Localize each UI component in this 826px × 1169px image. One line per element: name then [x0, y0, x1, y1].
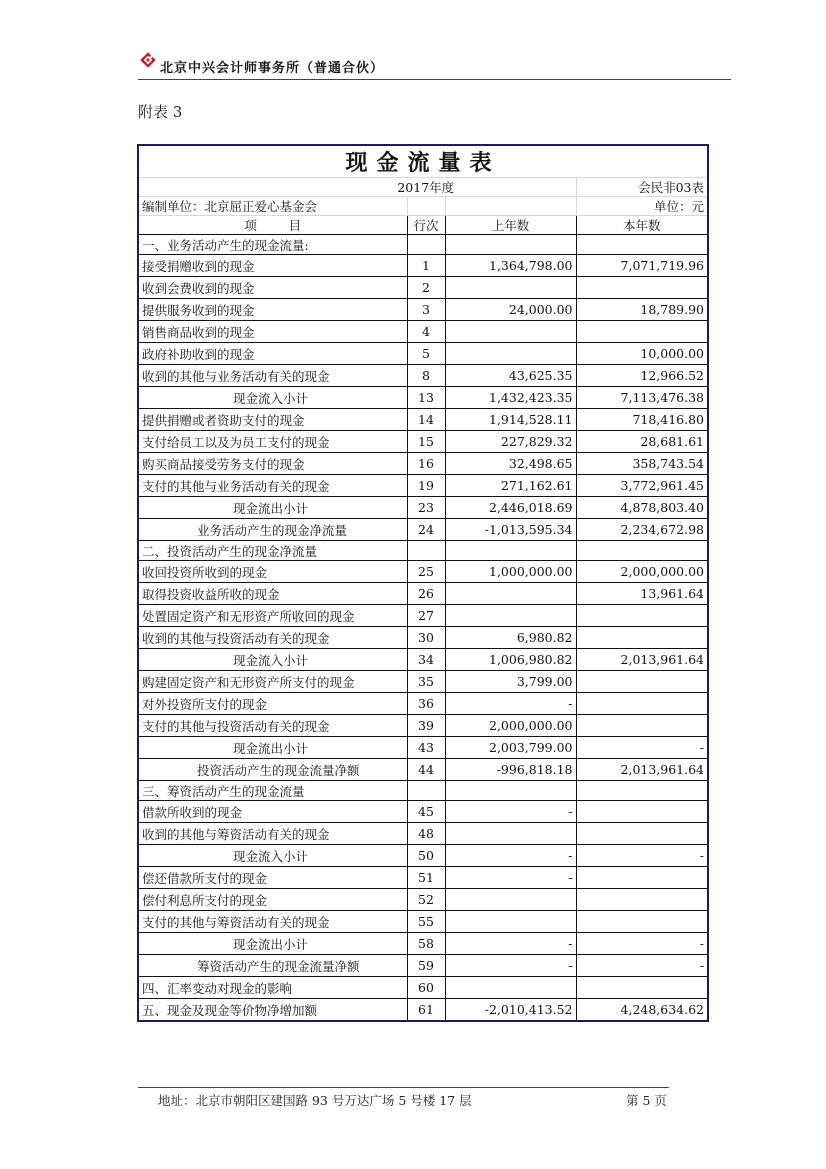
row-item-label: 销售商品收到的现金 [139, 321, 407, 343]
row-current-year-value: 4,878,803.40 [576, 497, 707, 519]
net-flow-row [139, 955, 707, 977]
row-current-year-value [576, 781, 707, 801]
row-item-label: 收到的其他与筹资活动有关的现金 [139, 823, 407, 845]
table-row [139, 409, 707, 431]
row-current-year-value [576, 823, 707, 845]
row-prior-year-value [445, 583, 576, 605]
row-line-number: 61 [407, 999, 445, 1022]
table-row [139, 583, 707, 605]
row-item-label: 现金流入小计 [139, 649, 407, 671]
row-item-label: 提供捐赠或者资助支付的现金 [139, 409, 407, 431]
firm-name: 北京中兴会计师事务所（普通合伙） [160, 61, 385, 76]
row-item-label: 现金流出小计 [139, 737, 407, 759]
column-header-current-year: 本年数 [576, 216, 707, 235]
row-prior-year-value: -1,013,595.34 [445, 519, 576, 541]
row-item-label: 接受捐赠收到的现金 [139, 255, 407, 277]
row-current-year-value: 18,789.90 [576, 299, 707, 321]
row-current-year-value [576, 693, 707, 715]
footer-rule [138, 1087, 669, 1088]
subtotal-row [139, 649, 707, 671]
blank-cell [445, 197, 576, 216]
row-line-number: 59 [407, 955, 445, 977]
row-line-number: 5 [407, 343, 445, 365]
row-item-label: 现金流入小计 [139, 387, 407, 409]
row-item-label: 一、业务活动产生的现金流量: [139, 235, 407, 255]
row-line-number: 36 [407, 693, 445, 715]
row-item-label: 现金流出小计 [139, 497, 407, 519]
row-prior-year-value: -2,010,413.52 [445, 999, 576, 1022]
row-line-number: 14 [407, 409, 445, 431]
row-prior-year-value: 1,364,798.00 [445, 255, 576, 277]
row-prior-year-value: - [445, 933, 576, 955]
page-number: 第 5 页 [626, 1093, 667, 1108]
row-current-year-value: 13,961.64 [576, 583, 707, 605]
table-row [139, 561, 707, 583]
row-line-number: 35 [407, 671, 445, 693]
row-item-label: 二、投资活动产生的现金净流量 [139, 541, 407, 561]
row-prior-year-value: 2,446,018.69 [445, 497, 576, 519]
row-line-number: 60 [407, 977, 445, 999]
table-row [139, 911, 707, 933]
row-current-year-value: - [576, 737, 707, 759]
row-current-year-value [576, 867, 707, 889]
row-current-year-value [576, 541, 707, 561]
table-row [139, 671, 707, 693]
page-header [138, 50, 731, 80]
table-row [139, 365, 707, 387]
table-row [139, 475, 707, 497]
row-prior-year-value: 227,829.32 [445, 431, 576, 453]
row-prior-year-value: 1,432,423.35 [445, 387, 576, 409]
row-line-number: 44 [407, 759, 445, 781]
row-line-number: 39 [407, 715, 445, 737]
row-item-label: 投资活动产生的现金流量净额 [139, 759, 407, 781]
row-current-year-value: 2,013,961.64 [576, 759, 707, 781]
net-flow-row [139, 759, 707, 781]
row-item-label: 取得投资收益所收的现金 [139, 583, 407, 605]
form-code: 会民非03表 [576, 178, 707, 197]
row-current-year-value: 2,000,000.00 [576, 561, 707, 583]
row-line-number: 25 [407, 561, 445, 583]
row-line-number: 48 [407, 823, 445, 845]
row-item-label: 偿付利息所支付的现金 [139, 889, 407, 911]
row-prior-year-value: - [445, 801, 576, 823]
row-item-label: 处置固定资产和无形资产所收回的现金 [139, 605, 407, 627]
row-current-year-value: - [576, 933, 707, 955]
row-prior-year-value [445, 781, 576, 801]
row-item-label: 收到的其他与业务活动有关的现金 [139, 365, 407, 387]
row-line-number: 26 [407, 583, 445, 605]
row-item-label: 筹资活动产生的现金流量净额 [139, 955, 407, 977]
row-prior-year-value [445, 977, 576, 999]
row-prior-year-value: 43,625.35 [445, 365, 576, 387]
row-line-number: 15 [407, 431, 445, 453]
row-line-number: 34 [407, 649, 445, 671]
subtotal-row [139, 387, 707, 409]
table-row [139, 321, 707, 343]
row-prior-year-value: - [445, 693, 576, 715]
row-line-number: 3 [407, 299, 445, 321]
header-rule [138, 79, 731, 80]
table-row [139, 431, 707, 453]
section-header-row [139, 781, 707, 801]
row-current-year-value [576, 235, 707, 255]
table-row [139, 693, 707, 715]
row-prior-year-value: 32,498.65 [445, 453, 576, 475]
column-header-line-no: 行次 [407, 216, 445, 235]
row-line-number: 23 [407, 497, 445, 519]
row-prior-year-value: 1,914,528.11 [445, 409, 576, 431]
row-line-number: 52 [407, 889, 445, 911]
row-item-label: 收回投资所收到的现金 [139, 561, 407, 583]
row-line-number [407, 781, 445, 801]
row-current-year-value: 718,416.80 [576, 409, 707, 431]
row-current-year-value [576, 627, 707, 649]
row-current-year-value: 7,113,476.38 [576, 387, 707, 409]
section-header-row [139, 541, 707, 561]
row-line-number [407, 235, 445, 255]
table-row [139, 255, 707, 277]
row-current-year-value [576, 889, 707, 911]
column-header-item: 项 目 [139, 216, 407, 235]
row-item-label: 五、现金及现金等价物净增加额 [139, 999, 407, 1022]
row-current-year-value: 7,071,719.96 [576, 255, 707, 277]
subtotal-row [139, 497, 707, 519]
row-current-year-value [576, 605, 707, 627]
row-line-number: 43 [407, 737, 445, 759]
row-line-number: 1 [407, 255, 445, 277]
row-current-year-value: 10,000.00 [576, 343, 707, 365]
net-flow-row [139, 519, 707, 541]
row-current-year-value [576, 911, 707, 933]
row-item-label: 收到的其他与投资活动有关的现金 [139, 627, 407, 649]
table-row [139, 299, 707, 321]
table-row [139, 867, 707, 889]
table-row [139, 889, 707, 911]
row-current-year-value: 2,013,961.64 [576, 649, 707, 671]
row-prior-year-value [445, 235, 576, 255]
row-line-number: 58 [407, 933, 445, 955]
row-item-label: 支付的其他与筹资活动有关的现金 [139, 911, 407, 933]
row-line-number: 16 [407, 453, 445, 475]
table-row [139, 999, 707, 1022]
row-line-number [407, 541, 445, 561]
row-prior-year-value [445, 541, 576, 561]
row-item-label: 购建固定资产和无形资产所支付的现金 [139, 671, 407, 693]
subtotal-row [139, 737, 707, 759]
row-line-number: 50 [407, 845, 445, 867]
row-prior-year-value [445, 911, 576, 933]
row-prior-year-value [445, 343, 576, 365]
row-prior-year-value [445, 889, 576, 911]
row-item-label: 收到会费收到的现金 [139, 277, 407, 299]
row-prior-year-value: 6,980.82 [445, 627, 576, 649]
cash-flow-table [139, 146, 707, 1022]
row-current-year-value [576, 321, 707, 343]
row-line-number: 4 [407, 321, 445, 343]
row-prior-year-value [445, 823, 576, 845]
row-prior-year-value [445, 277, 576, 299]
row-line-number: 19 [407, 475, 445, 497]
row-line-number: 30 [407, 627, 445, 649]
row-line-number: 51 [407, 867, 445, 889]
row-line-number: 55 [407, 911, 445, 933]
row-current-year-value: 12,966.52 [576, 365, 707, 387]
row-item-label: 现金流出小计 [139, 933, 407, 955]
section-header-row [139, 235, 707, 255]
row-line-number: 13 [407, 387, 445, 409]
table-row [139, 977, 707, 999]
row-item-label: 购买商品接受劳务支付的现金 [139, 453, 407, 475]
row-current-year-value: 2,234,672.98 [576, 519, 707, 541]
cash-flow-statement [137, 144, 709, 1022]
report-title: 现金流量表 [139, 146, 707, 178]
row-current-year-value: 28,681.61 [576, 431, 707, 453]
row-prior-year-value: 2,003,799.00 [445, 737, 576, 759]
row-prior-year-value: - [445, 867, 576, 889]
row-line-number: 45 [407, 801, 445, 823]
row-item-label: 提供服务收到的现金 [139, 299, 407, 321]
row-current-year-value [576, 801, 707, 823]
prepared-by: 编制单位：北京屈正爱心基金会 [139, 197, 407, 216]
row-item-label: 偿还借款所支付的现金 [139, 867, 407, 889]
row-line-number: 24 [407, 519, 445, 541]
row-current-year-value: 358,743.54 [576, 453, 707, 475]
table-row [139, 605, 707, 627]
row-item-label: 支付的其他与业务活动有关的现金 [139, 475, 407, 497]
row-item-label: 支付给员工以及为员工支付的现金 [139, 431, 407, 453]
footer-address: 地址：北京市朝阳区建国路 93 号万达广场 5 号楼 17 层 [158, 1093, 472, 1108]
row-prior-year-value: 1,000,000.00 [445, 561, 576, 583]
table-row [139, 343, 707, 365]
row-prior-year-value: 2,000,000.00 [445, 715, 576, 737]
row-current-year-value: 3,772,961.45 [576, 475, 707, 497]
row-current-year-value: - [576, 845, 707, 867]
appendix-label: 附表 3 [138, 103, 183, 121]
table-row [139, 453, 707, 475]
table-row [139, 801, 707, 823]
row-prior-year-value [445, 605, 576, 627]
row-prior-year-value: 271,162.61 [445, 475, 576, 497]
row-prior-year-value: 24,000.00 [445, 299, 576, 321]
row-current-year-value: - [576, 955, 707, 977]
table-row [139, 277, 707, 299]
row-item-label: 四、汇率变动对现金的影响 [139, 977, 407, 999]
row-prior-year-value: 3,799.00 [445, 671, 576, 693]
row-current-year-value [576, 671, 707, 693]
row-prior-year-value: -996,818.18 [445, 759, 576, 781]
blank-cell [407, 197, 445, 216]
row-prior-year-value [445, 321, 576, 343]
unit-label: 单位：元 [576, 197, 707, 216]
row-prior-year-value: - [445, 845, 576, 867]
row-item-label: 对外投资所支付的现金 [139, 693, 407, 715]
subtotal-row [139, 933, 707, 955]
row-line-number: 8 [407, 365, 445, 387]
row-current-year-value [576, 715, 707, 737]
row-line-number: 27 [407, 605, 445, 627]
table-row [139, 823, 707, 845]
row-item-label: 三、筹资活动产生的现金流量 [139, 781, 407, 801]
row-item-label: 支付的其他与投资活动有关的现金 [139, 715, 407, 737]
table-row [139, 627, 707, 649]
row-line-number: 2 [407, 277, 445, 299]
row-current-year-value [576, 277, 707, 299]
table-row [139, 715, 707, 737]
row-prior-year-value: - [445, 955, 576, 977]
row-item-label: 借款所收到的现金 [139, 801, 407, 823]
row-current-year-value: 4,248,634.62 [576, 999, 707, 1022]
column-header-prior-year: 上年数 [445, 216, 576, 235]
report-period: 2017年度 [139, 178, 576, 197]
row-item-label: 业务活动产生的现金净流量 [139, 519, 407, 541]
diamond-logo-icon [140, 52, 156, 68]
subtotal-row [139, 845, 707, 867]
row-item-label: 政府补助收到的现金 [139, 343, 407, 365]
row-current-year-value [576, 977, 707, 999]
row-prior-year-value: 1,006,980.82 [445, 649, 576, 671]
row-item-label: 现金流入小计 [139, 845, 407, 867]
